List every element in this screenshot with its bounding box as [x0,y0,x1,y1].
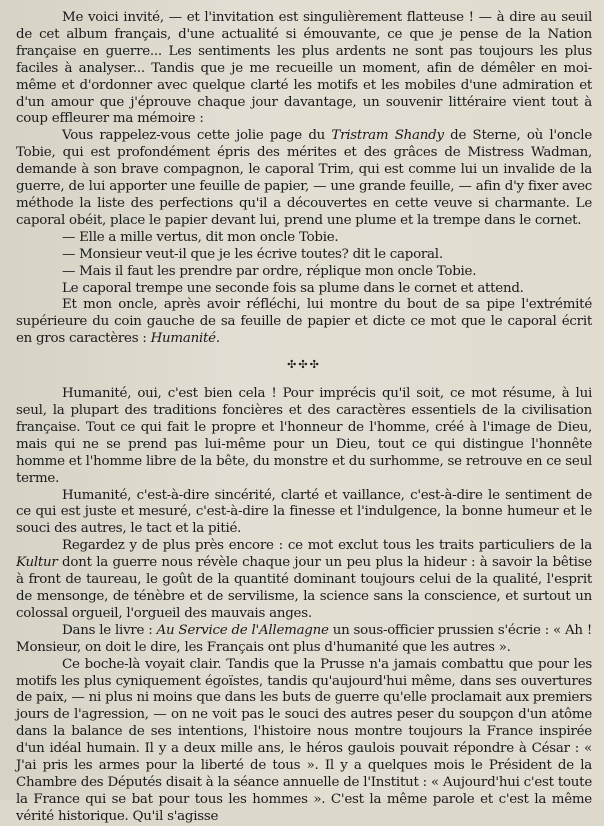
paragraph-boche: Ce boche-là voyait clair. Tandis que la Prusse n'a jamais combattu que pour les motifs les plus cyniquement égoïstes, tandis qu'aujourd'hui même, dans ses ouvertures de paix, — ni plus ni moins que dans les buts de guerre qu'elle proclamait aux premiers jours de l'agression, — on ne voit pas le souci des autres peser du soupçon d'un atôme dans la balance de ses intentions, l'histoire nous montre toujours la France inspirée d'un idéal humain. Il y a deux mille ans, le héros gaulois pouvait répondre à César : « J'ai pris les armes pour la liberté de tous ». Il y a quelques mois le Président de la Chambre des Députés disait à la séance annuelle de l'Institut : « Aujourd'hui c'est toute la France qui se bat pour tous les hommes ». C'est la même parole et c'est la même vérité historique. Qu'il s'agisse [16,656,592,824]
text-run: de Sterne, où l'oncle Tobie, qui est profondément épris des mérites et des grâces de Mistress Wadman, demande à son brave compagnon, le caporal Trim, qui est comme lui un invalide de la guerre, de lui apporter une feuille de papier, — une grande feuille, — afin d'y fixer avec méthode la liste des perfections qu'il a découvertes en cette veuve si charmante. Le caporal obéit, place le papier devant lui, prend une plume et la trempe dans le cornet. [16,128,592,228]
paragraph-kultur [16,538,592,623]
book-title-italic: Tristram Shandy [331,128,444,144]
paragraph-caporal: Le caporal trempe une seconde fois sa plume dans le cornet et attend. [62,280,524,296]
dialogue-line-2: — Monsieur veut-il que je les écrive toutes? dit le caporal. [62,246,443,262]
paragraph-humanite-2: Humanité, c'est-à-dire sincérité, clarté et vaillance, c'est-à-dire le sentiment de ce qui est juste et mesuré, c'est-à-dire la finesse et l'indulgence, la bonne humeur et le souci des autres, le tact et la pitié. [16,487,592,537]
text-run: Vous rappelez-vous cette jolie page du [62,128,332,144]
text-run: dont la guerre nous révèle chaque jour un peu plus la hideur : à savoir la bêtise à front de taureau, le goût de la quantité dominant toujours celui de la qualité, l'esprit de mensonge, de ténèbre et de servilisme, la science sans la conscience, et surtout un colossal orgueil, l'orgueil des mauvais anges. [16,555,592,621]
dialogue-line-1: — Elle a mille vertus, dit mon oncle Tobie. [62,229,339,245]
book-title-italic: Au Service de l'Allemagne [156,622,329,638]
paragraph-oncle [16,297,592,348]
word-humanite-italic: Humanité. [150,331,220,347]
paragraph-humanite-1: Humanité, oui, c'est bien cela ! Pour imprécis qu'il soit, ce mot résume, à lui seul, la plupart des traditions foncières et des caractères essentiels de la civilisation française. Tout ce qui fait le propre et l'honneur de l'homme, créé à l'image de Dieu, mais qui ne se prend pas lui-même pour un Dieu, tout ce qui distingue l'honnête homme et l'homme libre de la bête, du monstre et du surhomme, se retrouve en ce seul terme. [16,386,592,486]
paragraph-tristram [16,128,592,229]
text-run: Regardez y de plus près encore : ce mot exclut tous les traits particuliers de la [62,538,592,554]
paragraph-intro: Me voici invité, — et l'invitation est singulièrement flatteuse ! — à dire au seuil de cet album français, d'une actualité si émouvante, ce que je pense de la Nation française en guerre... Les sentiments les plus ardents ne sont pas toujours les plus faciles à analyser... Tandis que je me recueille un moment, afin de démêler en moi-même et d'ordonner avec quelque clarté les motifs et les mobiles d'une admiration et d'un amour que j'éprouve chaque jour davantage, un souvenir littéraire vient tout à coup effleurer ma mémoire : [16,10,592,127]
paragraph-livre [16,623,592,657]
dialogue-line-3: — Mais il faut les prendre par ordre, réplique mon oncle Tobie. [62,263,477,279]
word-kultur-italic: Kultur [16,555,58,571]
text-run: Dans le livre : [62,622,157,638]
section-ornament: ✣✣✣ [287,358,321,372]
text-run: Et mon oncle, après avoir réfléchi, lui montre du bout de sa pipe l'extrémité supérieure du coin gauche de sa feuille de papier et dicte ce mot que le caporal écrit en gros caractères : [16,297,592,347]
text-run: un sous-officier prussien s'écrie : « Ah ! Monsieur, on doit le dire, les Français ont plus d'humanité que les autres ». [16,622,592,655]
